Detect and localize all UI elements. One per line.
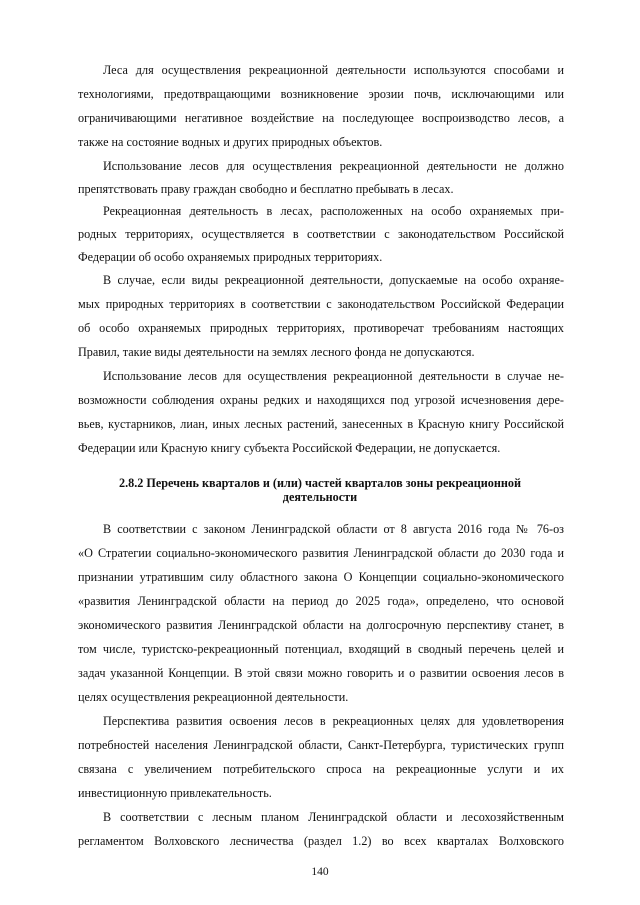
text-line: мых природных территориях в соответствии с законодательством Российской Федерации [78, 297, 564, 311]
text-line: экономического развития Ленинградской области на долгосрочную перспективу станет, в [78, 618, 564, 632]
text-line: Рекреационная деятельность в лесах, расположенных на особо охраняемых при- [103, 204, 564, 218]
text-line: признании утратившим силу областного закона О Концепции социально-экономического [78, 570, 564, 584]
text-line: Федерации или Красную книгу субъекта Российской Федерации, не допускается. [78, 441, 501, 455]
text-line: Леса для осуществления рекреационной деятельности используются способами и [103, 63, 564, 77]
text-line: целях осуществления рекреационной деятельности. [78, 690, 349, 704]
text-line: об особо охраняемых природных территориях, противоречат требованиям настоящих [78, 321, 564, 335]
text-line: вьев, кустарников, лиан, иных лесных растений, занесенных в Красную книгу Российской [78, 417, 564, 431]
text-line: В соответствии с лесным планом Ленинградской области и лесохозяйственным [103, 810, 564, 824]
text-line: регламентом Волховского лесничества (раздел 1.2) во всех кварталах Волховского [78, 834, 564, 848]
text-line: родных территориях, осуществляется в соответствии с законодательством Российской [78, 227, 564, 241]
text-line: Использование лесов для осуществления рекреационной деятельности в случае не- [103, 369, 564, 383]
text-line: потребностей населения Ленинградской области, Санкт-Петербурга, туристических групп [78, 738, 564, 752]
text-line: «развития Ленинградской области на период до 2025 года», определено, что основой [78, 594, 564, 608]
text-line: В случае, если виды рекреационной деятельности, допускаемые на особо охраняе- [103, 273, 564, 287]
text-line: Федерации об особо охраняемых природных территориях. [78, 250, 383, 264]
text-line: В соответствии с законом Ленинградской области от 8 августа 2016 года № 76-оз [103, 522, 564, 536]
text-line: связана с увеличением потребительского спроса на рекреационные услуги и их [78, 762, 564, 776]
text-line: препятствовать праву граждан свободно и бесплатно пребывать в лесах. [78, 182, 454, 196]
text-line: технологиями, предотвращающими возникновение эрозии почв, исключающими или [78, 87, 564, 101]
text-line: Правил, такие виды деятельности на землях лесного фонда не допускаются. [78, 345, 475, 359]
text-line: возможности соблюдения охраны редких и находящихся под угрозой исчезновения дере- [78, 393, 564, 407]
text-line: «О Стратегии социально-экономического развития Ленинградской области до 2030 года и [78, 546, 564, 560]
page-number: 140 [311, 866, 329, 878]
text-line: Использование лесов для осуществления рекреационной деятельности не должно [103, 159, 564, 173]
text-line: инвестиционную привлекательность. [78, 786, 272, 800]
section-heading [100, 476, 540, 504]
text-line: ограничивающими негативное воздействие на последующее воспроизводство лесов, а [78, 111, 564, 125]
heading-line: деятельности [282, 490, 358, 504]
text-line: том числе, туристско-рекреационный потенциал, входящий в сводный перечень целей и [78, 642, 564, 656]
text-line: Перспектива развития освоения лесов в рекреационных целях для удовлетворения [103, 714, 564, 728]
text-line: задач указанной Концепции. В этой связи можно говорить и о развитии освоения лесов в [78, 666, 564, 680]
text-line: также на состояние водных и других природных объектов. [78, 135, 383, 149]
heading-line: 2.8.2 Перечень кварталов и (или) частей кварталов зоны рекреационной [118, 476, 522, 490]
